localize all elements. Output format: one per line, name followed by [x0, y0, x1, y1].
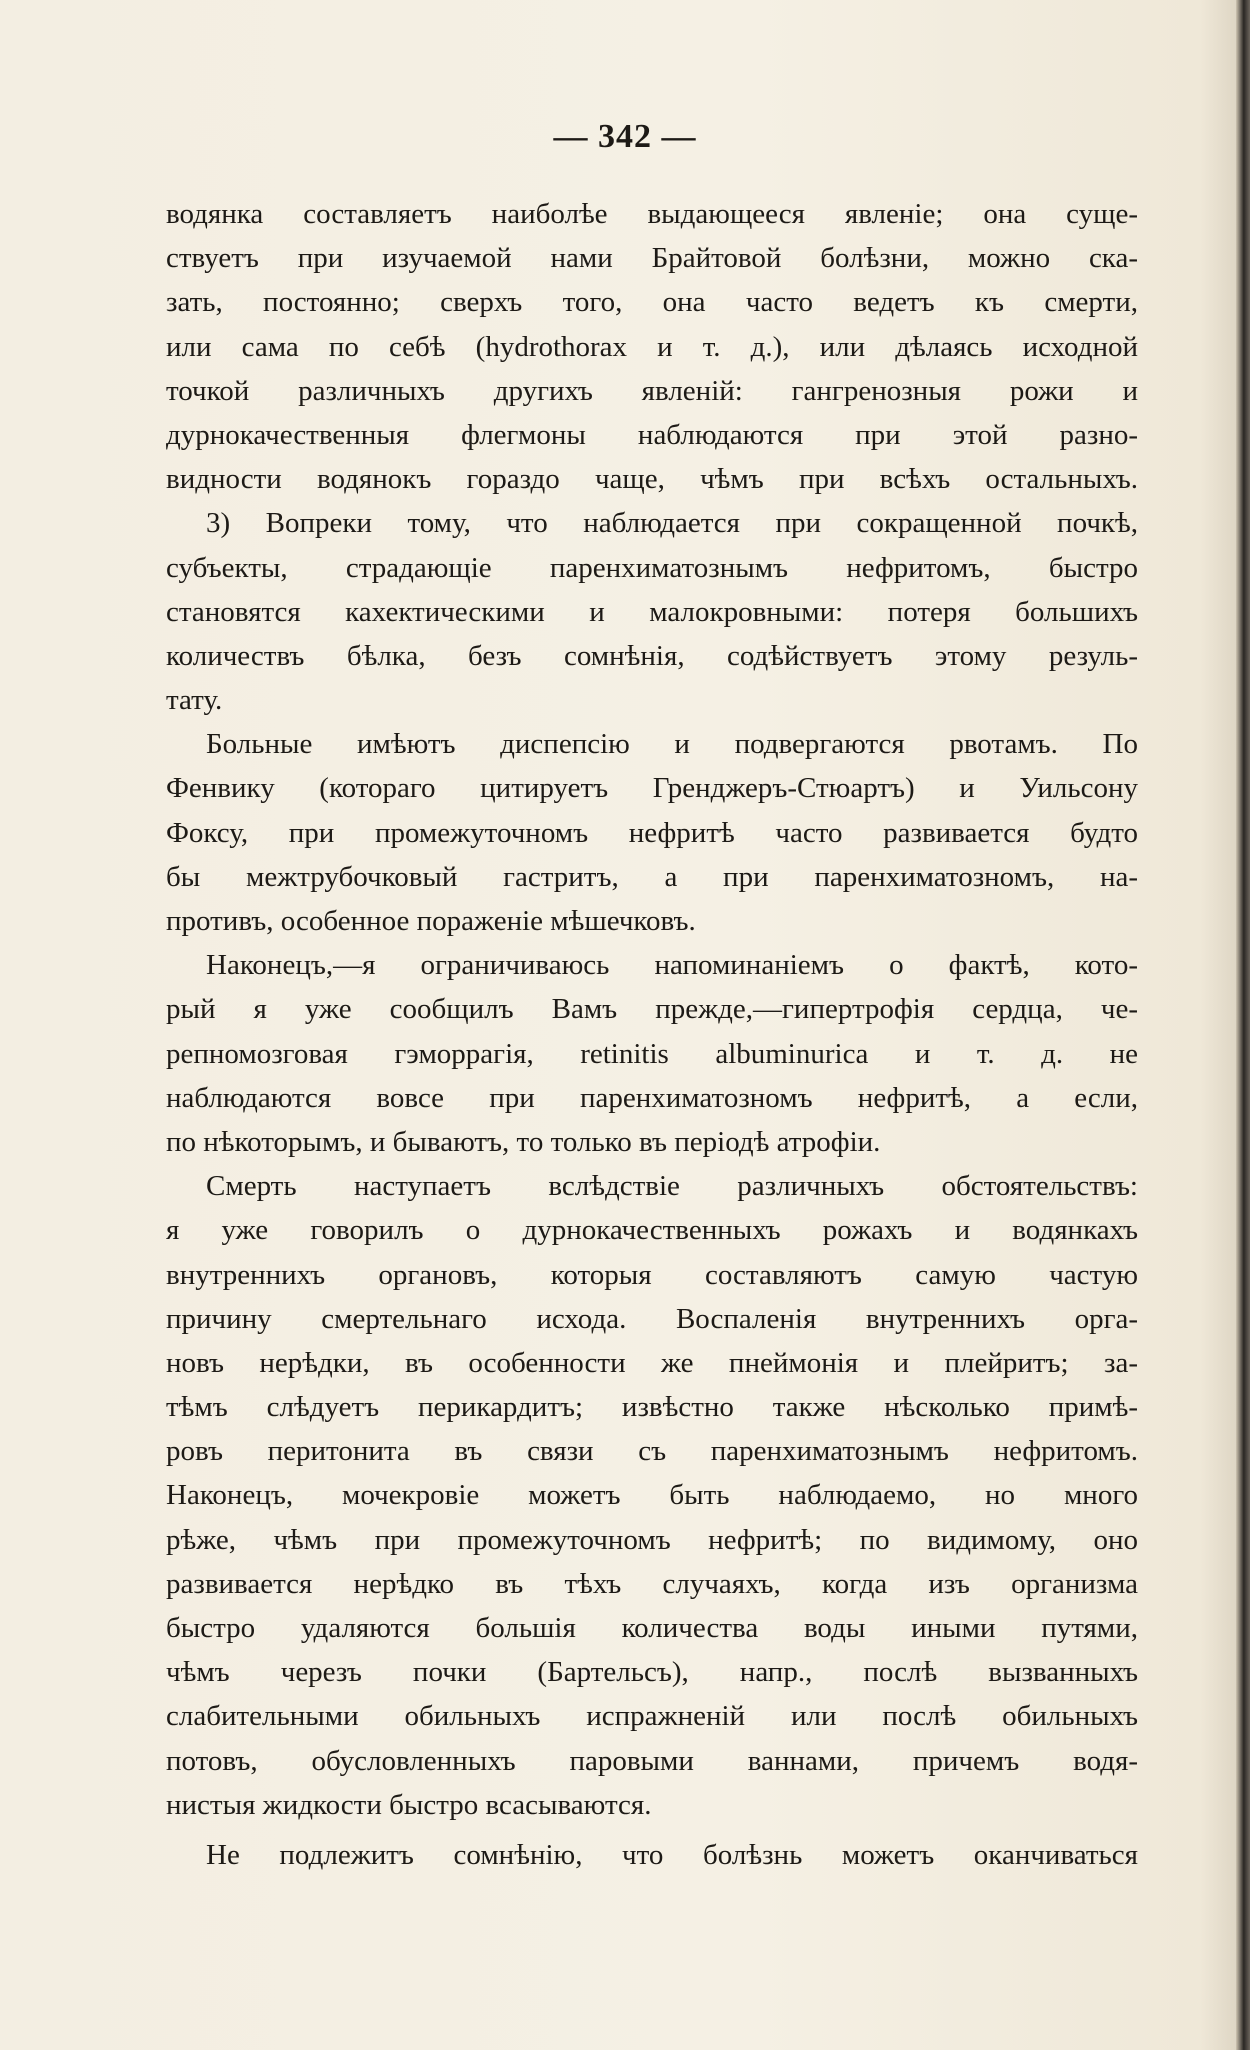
text-line: точкой различныхъ другихъ явленій: гангренозныя рожи и: [166, 374, 1138, 407]
text-line: или сама по себѣ (hydrothorax и т. д.), или дѣлаясь исходной: [166, 330, 1138, 363]
text-line: количествъ бѣлка, безъ сомнѣнія, содѣйствуетъ этому резуль-: [166, 639, 1138, 672]
text-line: 3) Вопреки тому, что наблюдается при сокращенной почкѣ,: [206, 507, 1138, 540]
text-line: Смерть наступаетъ вслѣдствіе различныхъ обстоятельствъ:: [206, 1170, 1138, 1203]
text-line: Фенвику (котораго цитируетъ Гренджеръ-Стюартъ) и Уильсону: [166, 772, 1138, 805]
text-line: развивается нерѣдко въ тѣхъ случаяхъ, когда изъ организма: [166, 1567, 1138, 1600]
text-line: Не подлежитъ сомнѣнію, что болѣзнь можетъ оканчиваться: [206, 1838, 1138, 1871]
text-line: рѣже, чѣмъ при промежуточномъ нефритѣ; по видимому, оно: [166, 1523, 1138, 1556]
text-line: я уже говорилъ о дурнокачественныхъ рожахъ и водянкахъ: [166, 1214, 1138, 1247]
body-text: [166, 192, 1138, 1877]
page-number: — 342 —: [553, 118, 697, 155]
text-line: бы межтрубочковый гастритъ, а при паренхиматозномъ, на-: [166, 860, 1138, 893]
text-line: противъ, особенное пораженіе мѣшечковъ.: [166, 905, 696, 937]
text-line: быстро удаляются большія количества воды иными путями,: [166, 1612, 1138, 1644]
text-line: потовъ, обусловленныхъ паровыми ваннами, причемъ водя-: [166, 1744, 1138, 1777]
text-line: Наконецъ, мочекровіе можетъ быть наблюдаемо, но много: [166, 1479, 1138, 1512]
text-line: тѣмъ слѣдуетъ перикардитъ; извѣстно также нѣсколько примѣ-: [166, 1391, 1138, 1424]
text-line: водянка составляетъ наиболѣе выдающееся явленіе; она суще-: [166, 198, 1138, 230]
text-line: видности водянокъ гораздо чаще, чѣмъ при всѣхъ остальныхъ.: [166, 463, 1138, 496]
text-line: новъ нерѣдки, въ особенности же пнеймонія и плейритъ; за-: [166, 1346, 1138, 1379]
text-line: причину смертельнаго исхода. Воспаленія внутреннихъ орга-: [166, 1302, 1138, 1335]
text-line: ровъ перитонита въ связи съ паренхиматознымъ нефритомъ.: [166, 1435, 1138, 1468]
text-line: нистыя жидкости быстро всасываются.: [166, 1788, 652, 1821]
text-line: зать, постоянно; сверхъ того, она часто ведетъ къ смерти,: [166, 286, 1138, 319]
text-line: репномозговая гэморрагія, retinitis albuminurica и т. д. не: [166, 1037, 1138, 1070]
text-line: становятся кахектическими и малокровными: потеря большихъ: [166, 595, 1138, 628]
text-line: Фоксу, при промежуточномъ нефритѣ часто развивается будто: [166, 816, 1138, 849]
text-line: дурнокачественныя флегмоны наблюдаются при этой разно-: [166, 418, 1138, 451]
text-line: чѣмъ черезъ почки (Бартельсъ), напр., послѣ вызванныхъ: [166, 1656, 1138, 1689]
text-line: внутреннихъ органовъ, которыя составляютъ самую частую: [166, 1258, 1138, 1291]
text-line: слабительными обильныхъ испражненій или послѣ обильныхъ: [166, 1700, 1138, 1733]
text-line: субъекты, страдающіе паренхиматознымъ нефритомъ, быстро: [166, 551, 1138, 584]
text-line: Наконецъ,—я ограничиваюсь напоминаніемъ о фактѣ, кото-: [206, 949, 1138, 982]
text-line: по нѣкоторымъ, и бываютъ, то только въ періодѣ атрофіи.: [166, 1125, 881, 1158]
text-line: Больные имѣютъ диспепсію и подвергаются рвотамъ. По: [206, 728, 1138, 761]
text-line: тату.: [166, 684, 223, 717]
text-line: наблюдаются вовсе при паренхиматозномъ нефритѣ, а если,: [166, 1081, 1138, 1114]
text-line: рый я уже сообщилъ Вамъ прежде,—гипертрофія сердца, че-: [166, 993, 1138, 1026]
text-line: ствуетъ при изучаемой нами Брайтовой болѣзни, можно ска-: [166, 242, 1138, 275]
page-edge-shadow: [1236, 0, 1250, 2050]
